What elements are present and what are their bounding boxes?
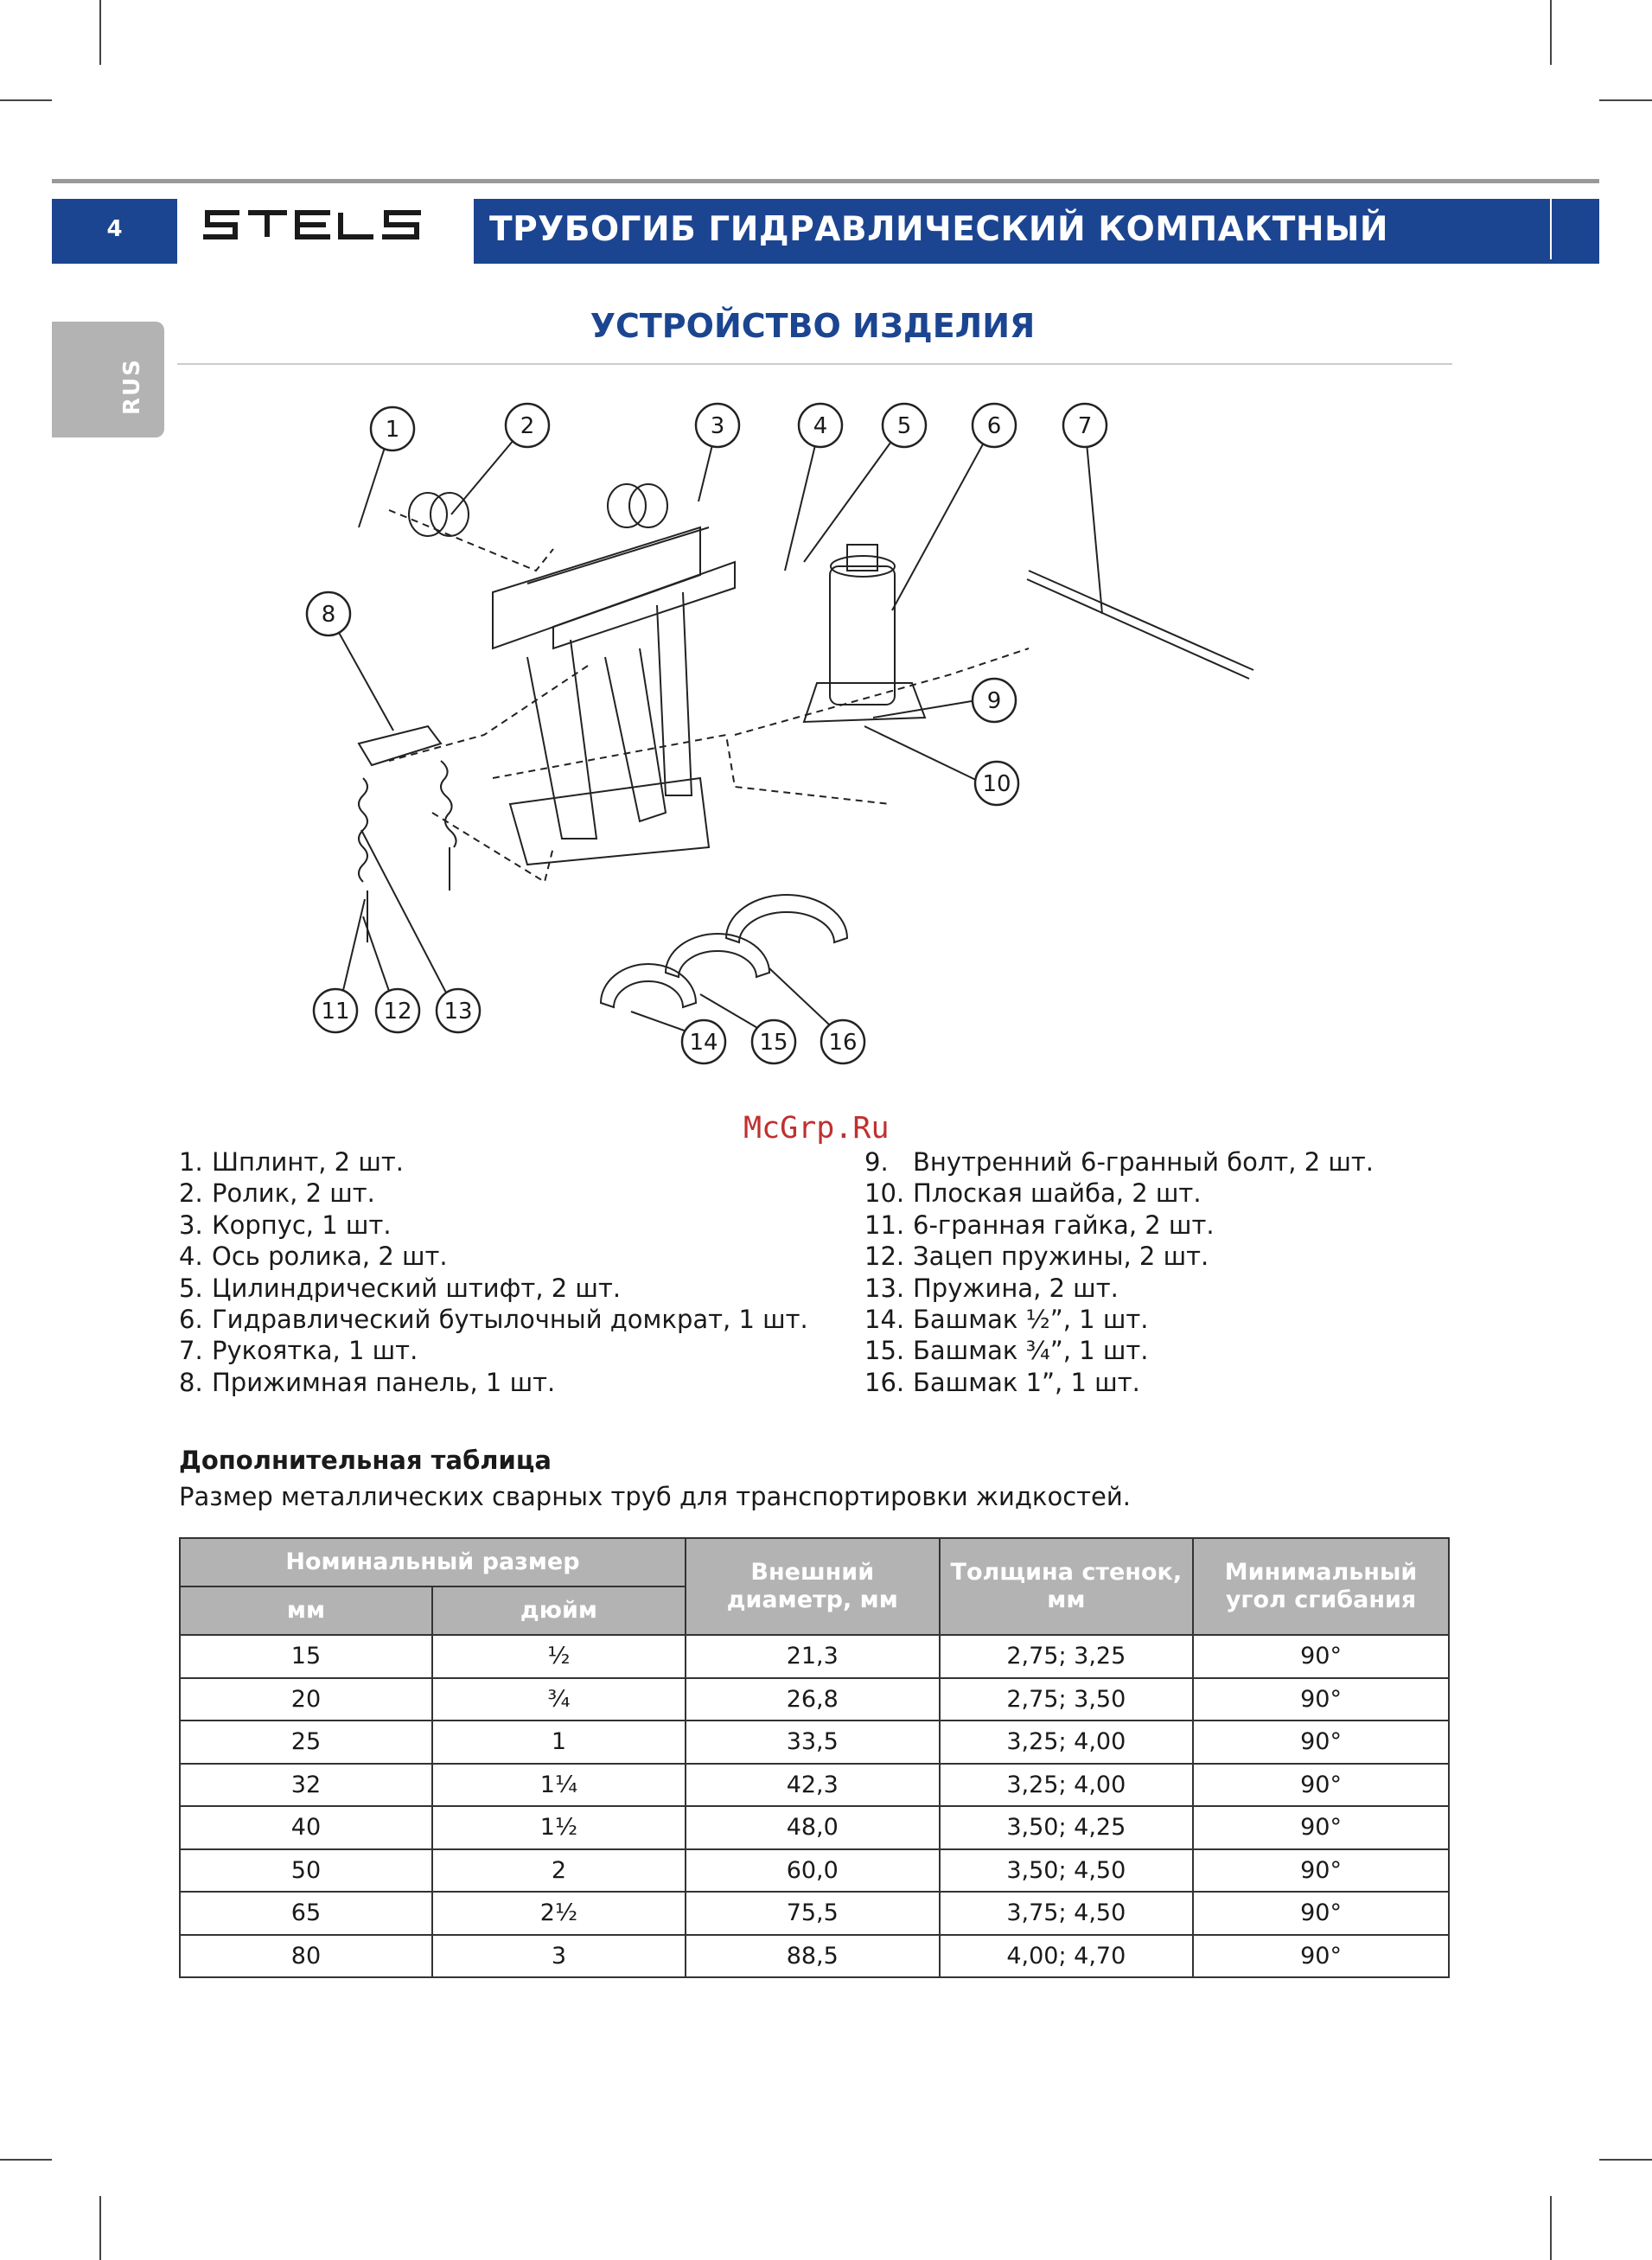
parts-item-number: 2. xyxy=(179,1178,203,1209)
table-cell: 90° xyxy=(1193,1721,1449,1764)
header-outer-diameter: Внешний диаметр, мм xyxy=(686,1538,940,1635)
parts-item-text: Гидравлический бутылочный домкрат, 1 шт. xyxy=(212,1305,808,1335)
crop-mark xyxy=(1599,99,1652,101)
table-cell: 42,3 xyxy=(686,1764,940,1807)
parts-list-item xyxy=(864,1210,1374,1241)
parts-item-text: Зацеп пружины, 2 шт. xyxy=(913,1242,1209,1272)
svg-text:4: 4 xyxy=(813,413,828,439)
header-mm: мм xyxy=(180,1586,432,1635)
table-cell: 32 xyxy=(180,1764,432,1807)
table-cell: 3,50; 4,25 xyxy=(940,1806,1194,1849)
parts-item-number: 14. xyxy=(864,1305,905,1335)
crop-mark xyxy=(99,0,101,65)
parts-item-text: Рукоятка, 1 шт. xyxy=(212,1336,418,1366)
parts-list-item xyxy=(864,1367,1374,1398)
table-cell: 3,25; 4,00 xyxy=(940,1764,1194,1807)
table-row xyxy=(180,1635,1449,1678)
table-cell: ½ xyxy=(432,1635,686,1678)
svg-text:15: 15 xyxy=(759,1030,788,1056)
parts-item-number: 8. xyxy=(179,1367,203,1397)
table-row xyxy=(180,1806,1449,1849)
header-top-rule xyxy=(52,179,1599,183)
table-cell: 1½ xyxy=(432,1806,686,1849)
language-tab xyxy=(52,322,164,437)
table-cell: 3,75; 4,50 xyxy=(940,1892,1194,1935)
table-cell: 90° xyxy=(1193,1764,1449,1807)
table-cell: 2,75; 3,25 xyxy=(940,1635,1194,1678)
parts-item-text: Плоская шайба, 2 шт. xyxy=(913,1178,1202,1209)
table-cell: 75,5 xyxy=(686,1892,940,1935)
parts-item-number: 16. xyxy=(864,1367,905,1397)
parts-list-item xyxy=(179,1146,808,1178)
table-cell: 2,75; 3,50 xyxy=(940,1678,1194,1721)
parts-item-text: Пружина, 2 шт. xyxy=(913,1273,1119,1303)
table-cell: 4,00; 4,70 xyxy=(940,1935,1194,1978)
parts-item-number: 12. xyxy=(864,1242,905,1272)
parts-list-left xyxy=(179,1146,808,1398)
svg-text:3: 3 xyxy=(710,413,725,439)
table-cell: ¾ xyxy=(432,1678,686,1721)
pipe-size-table xyxy=(179,1537,1450,1978)
parts-item-number: 6. xyxy=(179,1305,203,1335)
table-row xyxy=(180,1849,1449,1893)
crop-mark xyxy=(99,2196,101,2260)
parts-item-number: 4. xyxy=(179,1242,203,1272)
table-cell: 3,25; 4,00 xyxy=(940,1721,1194,1764)
table-cell: 1 xyxy=(432,1721,686,1764)
parts-list-item xyxy=(864,1273,1374,1304)
table-cell: 60,0 xyxy=(686,1849,940,1893)
table-row xyxy=(180,1678,1449,1721)
parts-list-right xyxy=(864,1146,1374,1398)
table-cell: 90° xyxy=(1193,1806,1449,1849)
table-cell: 2½ xyxy=(432,1892,686,1935)
svg-text:14: 14 xyxy=(689,1030,718,1056)
crop-mark xyxy=(1550,2196,1552,2260)
parts-item-number: 13. xyxy=(864,1273,905,1303)
parts-item-text: Корпус, 1 шт. xyxy=(212,1210,392,1240)
parts-item-text: Внутренний 6-гранный болт, 2 шт. xyxy=(913,1147,1375,1177)
svg-text:16: 16 xyxy=(828,1030,858,1056)
svg-text:1: 1 xyxy=(385,417,400,443)
brand-logo xyxy=(201,207,451,242)
crop-mark xyxy=(0,99,52,101)
parts-list-item xyxy=(179,1304,808,1335)
parts-item-number: 1. xyxy=(179,1147,203,1177)
watermark: McGrp.Ru xyxy=(743,1111,890,1146)
parts-list-item xyxy=(179,1210,808,1241)
extra-table-subtitle: Размер металлических сварных труб для транспортировки жидкостей. xyxy=(179,1482,1131,1511)
table-cell: 50 xyxy=(180,1849,432,1893)
parts-item-number: 11. xyxy=(864,1210,905,1240)
parts-item-text: Башмак 1”, 1 шт. xyxy=(913,1367,1140,1397)
page-number: 4 xyxy=(106,216,123,242)
crop-mark xyxy=(1599,2159,1652,2161)
svg-text:7: 7 xyxy=(1077,413,1093,439)
parts-list-item xyxy=(864,1304,1374,1335)
parts-list-item xyxy=(179,1335,808,1366)
svg-text:9: 9 xyxy=(986,688,1002,714)
table-cell: 90° xyxy=(1193,1935,1449,1978)
svg-text:6: 6 xyxy=(986,413,1002,439)
table-row xyxy=(180,1892,1449,1935)
header-nominal: Номинальный размер xyxy=(180,1538,686,1586)
table-row xyxy=(180,1764,1449,1807)
section-title: УСТРОЙСТВО ИЗДЕЛИЯ xyxy=(590,307,1036,345)
header-min-angle: Минимальный угол сгибания xyxy=(1193,1538,1449,1635)
parts-item-number: 10. xyxy=(864,1178,905,1209)
table-cell: 65 xyxy=(180,1892,432,1935)
header-inch: дюйм xyxy=(432,1586,686,1635)
svg-text:2: 2 xyxy=(520,413,535,439)
parts-item-number: 3. xyxy=(179,1210,203,1240)
table-cell: 88,5 xyxy=(686,1935,940,1978)
parts-item-number: 5. xyxy=(179,1273,203,1303)
parts-list-item xyxy=(179,1241,808,1272)
svg-text:5: 5 xyxy=(896,413,912,439)
header-bottom-rule xyxy=(52,259,177,264)
table-cell: 90° xyxy=(1193,1892,1449,1935)
table-cell: 80 xyxy=(180,1935,432,1978)
svg-text:13: 13 xyxy=(443,999,473,1025)
svg-text:11: 11 xyxy=(321,999,350,1025)
parts-item-text: Башмак ¾”, 1 шт. xyxy=(913,1336,1149,1366)
svg-text:12: 12 xyxy=(383,999,412,1025)
parts-list-item xyxy=(864,1335,1374,1366)
parts-item-number: 7. xyxy=(179,1336,203,1366)
parts-list-item xyxy=(864,1241,1374,1272)
parts-list-item xyxy=(179,1178,808,1209)
parts-item-text: Цилиндрический штифт, 2 шт. xyxy=(212,1273,622,1303)
table-cell: 15 xyxy=(180,1635,432,1678)
table-cell: 20 xyxy=(180,1678,432,1721)
table-cell: 48,0 xyxy=(686,1806,940,1849)
parts-item-text: Башмак ½”, 1 шт. xyxy=(913,1305,1149,1335)
table-row xyxy=(180,1935,1449,1978)
table-cell: 25 xyxy=(180,1721,432,1764)
table-cell: 90° xyxy=(1193,1635,1449,1678)
parts-item-text: Ось ролика, 2 шт. xyxy=(212,1242,448,1272)
parts-item-number: 9. xyxy=(864,1147,889,1177)
svg-text:10: 10 xyxy=(982,771,1011,797)
table-cell: 33,5 xyxy=(686,1721,940,1764)
parts-list-item xyxy=(864,1178,1374,1209)
table-row xyxy=(180,1721,1449,1764)
table-cell: 3 xyxy=(432,1935,686,1978)
callout xyxy=(307,404,1107,1063)
table-cell: 26,8 xyxy=(686,1678,940,1721)
table-cell: 40 xyxy=(180,1806,432,1849)
parts-item-number: 15. xyxy=(864,1336,905,1366)
extra-table-title: Дополнительная таблица xyxy=(179,1446,552,1475)
header-wall-thickness: Толщина стенок, мм xyxy=(940,1538,1194,1635)
crop-mark xyxy=(1550,0,1552,65)
parts-list-item xyxy=(179,1273,808,1304)
document-title: ТРУБОГИБ ГИДРАВЛИЧЕСКИЙ КОМПАКТНЫЙ xyxy=(489,209,1389,249)
table-cell: 3,50; 4,50 xyxy=(940,1849,1194,1893)
table-cell: 90° xyxy=(1193,1849,1449,1893)
crop-mark xyxy=(0,2159,52,2161)
parts-item-text: Шплинт, 2 шт. xyxy=(212,1147,404,1177)
table-cell: 90° xyxy=(1193,1678,1449,1721)
table-cell: 1¼ xyxy=(432,1764,686,1807)
parts-list-item xyxy=(179,1367,808,1398)
parts-item-text: Ролик, 2 шт. xyxy=(212,1178,375,1209)
parts-item-text: Прижимная панель, 1 шт. xyxy=(212,1367,556,1397)
section-rule xyxy=(177,363,1452,365)
language-label: RUS xyxy=(119,358,145,415)
header-bottom-rule xyxy=(474,259,1599,264)
table-cell: 21,3 xyxy=(686,1635,940,1678)
parts-list-item xyxy=(864,1146,1374,1178)
parts-item-text: 6-гранная гайка, 2 шт. xyxy=(913,1210,1215,1240)
table-cell: 2 xyxy=(432,1849,686,1893)
svg-text:8: 8 xyxy=(321,602,336,628)
exploded-diagram xyxy=(285,398,1305,1072)
